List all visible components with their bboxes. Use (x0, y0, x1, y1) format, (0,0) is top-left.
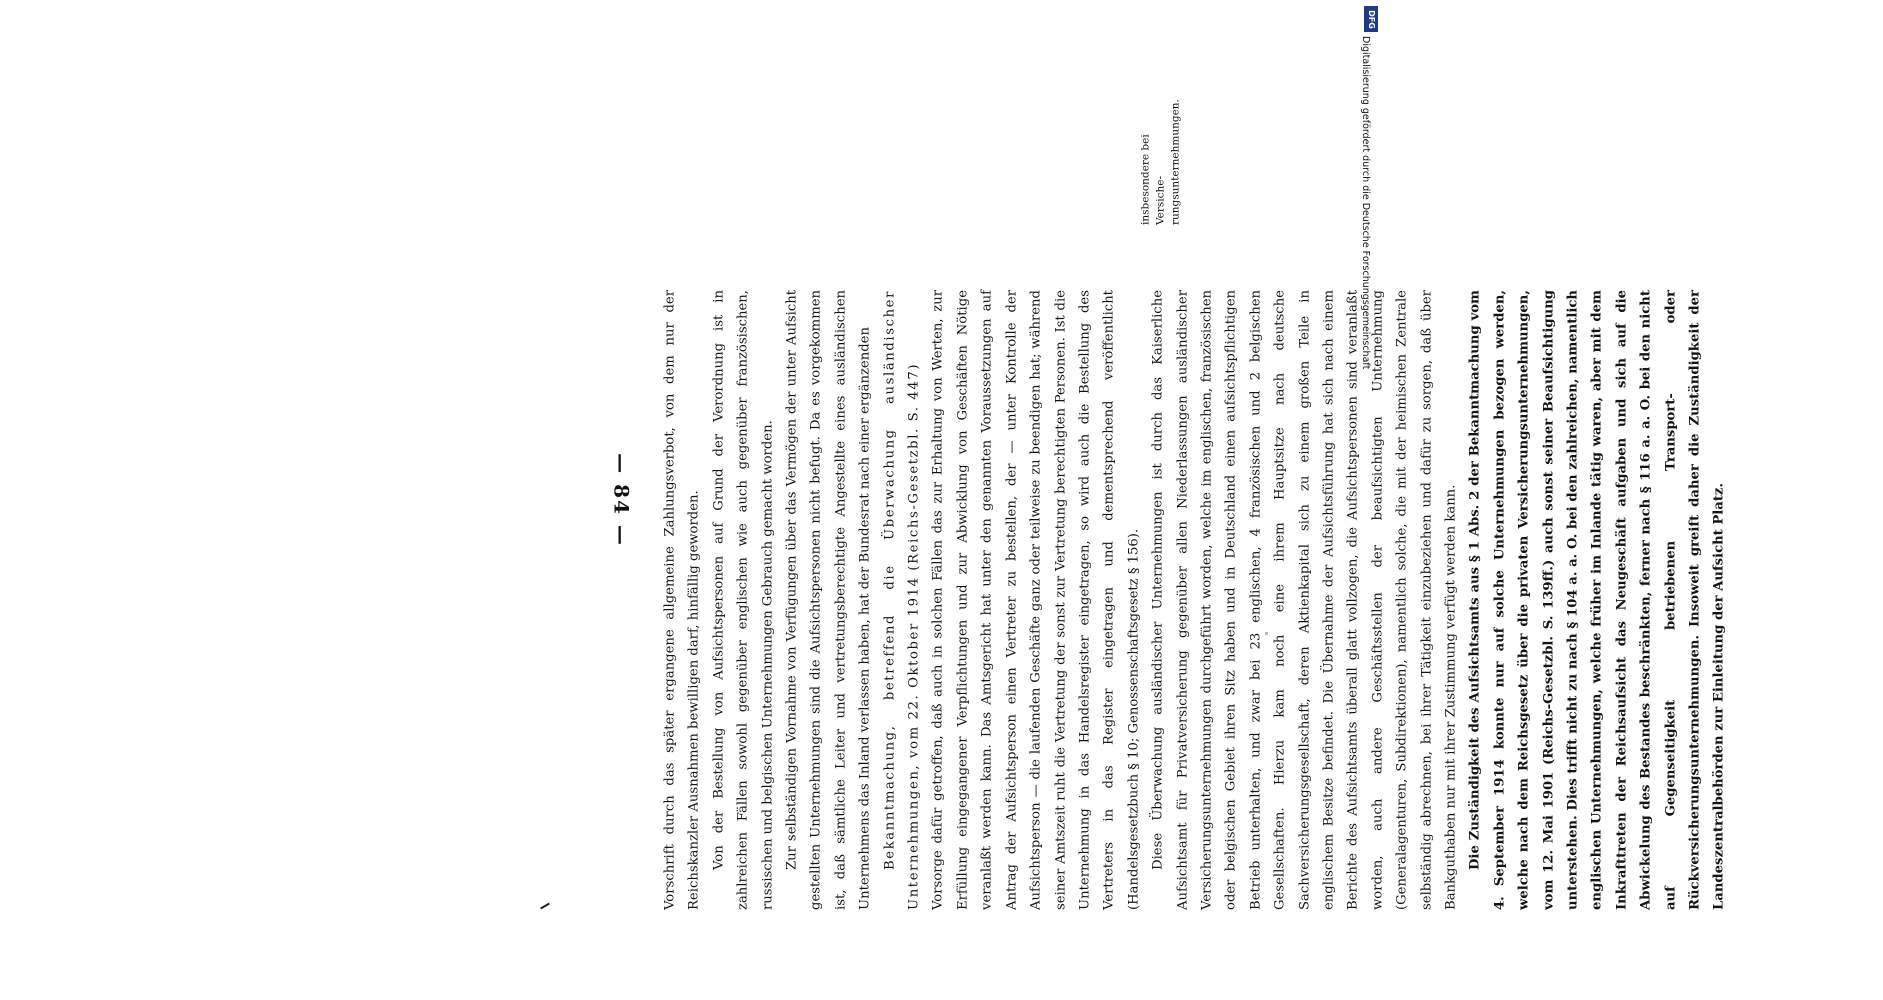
paragraph-ueberwachung-versicherungen: Diese Überwachung ausländischer Unternehmungen ist durch das Kaiserliche Aufsichtsamt für Privatversicherung gegenüber allen Niederlassungen ausländischer Versicherungsunternehmungen durchgeführt worden, welche im englischen, französischen oder belgischen Gebiet ihren Sitz haben und in Deutschland einen aufsichtspflichtigen Betrieb unterhalten, und zwar bei 23 englischen, 4 französischen und 2 belgischen Gesellschaften. Hierzu kam noch eine ihrem Hauptsitze nach deutsche Sachversicherungsgesellschaft, deren Aktienkapital sich zu einem großen Teile in englischem Besitze befindet. Die Übernahme der Aufsichtsführung hat sich nach einem Berichte des Aufsichtsamts überall glatt vollzogen, die Aufsichtspersonen sind veranlaßt worden, auch andere Geschäftsstellen der beaufsichtigten Unternehmung (Generalagenturen, Subdirektionen), namentlich solche, die mit der heimischen Zentrale selbständig abrechnen, bei ihrer Tätigkeit einzubeziehen und dafür zu sorgen, daß über Bankguthaben nur mit ihrer Zustimmung verfügt werden kann. (1150, 290, 1458, 910)
credit-text: Digitalisierung gefördert durch die Deutsche Forschungsgemeinschaft (1360, 36, 1371, 370)
section-heading-bekanntmachung: Bekanntmachung, betreffend die Überwachung ausländischer Unternehmungen, vom 22. Oktober 1914 (Reichs-Gesetzbl. S. 447) (881, 290, 922, 910)
margin-note: insbesondere bei Versicherungsunternehmungen. (1139, 99, 1181, 225)
digitization-credit (1362, 6, 1380, 406)
paragraph-vorsorge: Vorsorge dafür getroffen, daß auch in solchen Fällen das zur Erhaltung von Werten, zur Erfüllung eingegangener Verpflichtungen und zur Abwicklung von Geschäften Nötige veranlaßt werden kann. Das Amtsgericht hat unter den genannten Voraussetzungen auf Antrag der Aufsichtsperson einen Vertreter zu bestellen, der — unter Kontrolle der Aufsichtsperson — die laufenden Geschäfte ganz oder teilweise zu beendigen hat; während seiner Amtszeit ruht die Vertretung der sonst zur Vertretung berechtigten Personen. Ist die Unternehmung in das Handelsregister eingetragen, so wird auch die Bestellung des Vertreters in das Register eingetragen und dementsprechend veröffentlicht (Handelsgesetzbuch § 10; Genossenschaftsgesetz § 156). (930, 290, 1141, 910)
paragraph-bestellung-aufsichtspersonen: Von der Bestellung von Aufsichtspersonen auf Grund der Verordnung ist in zahlreichen Fällen sowohl gegenüber englischen wie auch gegenüber französischen, russischen und belgischen Unternehmungen Gebrauch gemacht worden. (710, 290, 775, 910)
paragraph-zustaendigkeit: Die Zuständigkeit des Aufsichtsamts aus § 1 Abs. 2 der Bekanntmachung vom 4. September 1914 konnte nur auf solche Unternehmungen bezogen werden, welche nach dem Reichsgesetz über die privaten Versicherungsunternehmungen, vom 12. Mai 1901 (Reichs-Gesetzbl. S. 139ff.) auch sonst seiner Beaufsichtigung unterstehen. Dies trifft nicht zu nach § 104 a. a. O. bei den zahlreichen, namentlich englischen Unternehmungen, welche früher im Inlande tätig waren, aber mit dem Inkrafttreten der Reichsaufsicht das Neugeschäft aufgaben und sich auf die Abwickelung des Bestandes beschränkten, ferner nach § 116 a. a. O. bei den nicht auf Gegenseitigkeit betriebenen Transport- oder Rückversicherungsunternehmungen. Insoweit greift daher die Zuständigkeit der Landeszentralbehörden zur Einleitung der Aufsicht Platz. (1467, 290, 1727, 910)
main-text-block (658, 290, 1738, 910)
paragraph-zahlungsverbot: Vorschrift durch das später ergangene allgemeine Zahlungsverbot, von dem nur der Reichskanzler Ausnahmen bewilligen darf, hinfällig geworden. (662, 290, 702, 910)
dfg-logo-icon (1364, 6, 1378, 32)
rotated-book-page (500, 0, 1883, 1000)
page-number: — 84 — (609, 453, 633, 547)
paragraph-selbstaendige-vornahme: Zur selbständigen Vornahme von Verfügungen über das Vermögen der unter Aufsicht gestellten Unternehmungen sind die Aufsichtspersonen nicht befugt. Da es vorgekommen ist, daß sämtliche Leiter und vertretungsberechtigte Angestellte eines ausländischen Unternehmens das Inland verlassen haben, hat der Bundesrat nach einer ergänzenden (784, 290, 873, 910)
stray-dot (1265, 632, 1268, 635)
dfg-logo-text: DFG (1366, 9, 1376, 29)
